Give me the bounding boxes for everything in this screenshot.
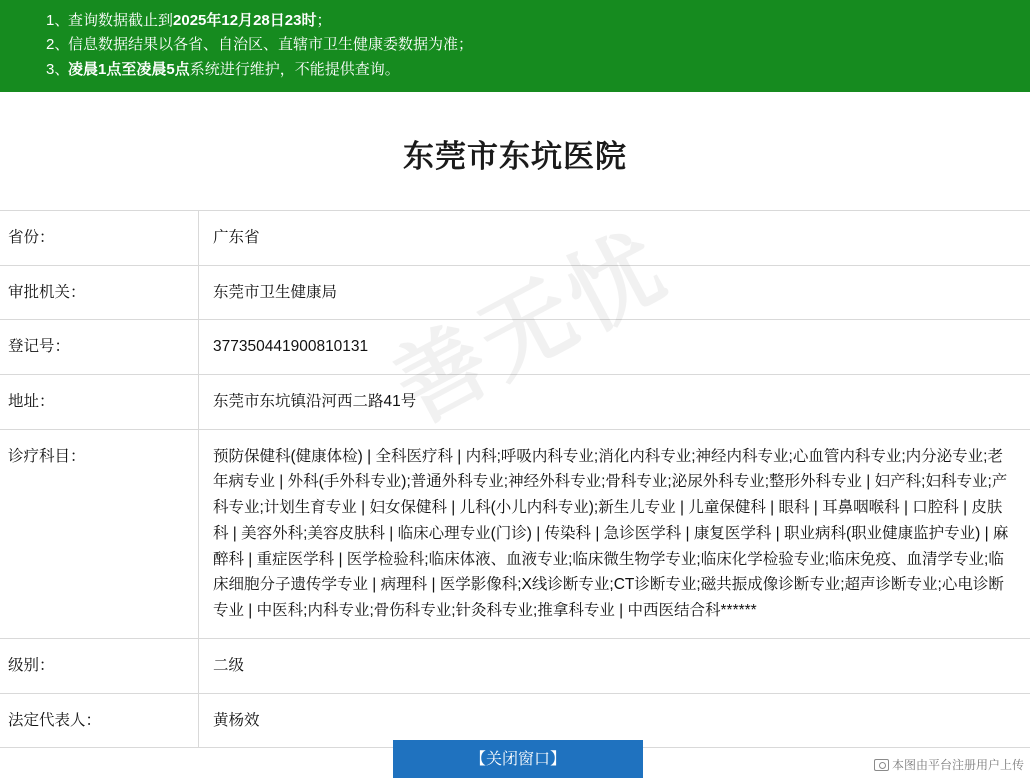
notice-item-number: 2、 — [46, 33, 68, 57]
row-value-subjects: 预防保健科(健康体检) | 全科医疗科 | 内科;呼吸内科专业;消化内科专业;神经内科专业;心血管内科专业;内分泌专业;老年病专业 | 外科(手外科专业);普通外科专业;神经外科专业;骨科专业;泌尿外科专业;整形外科专业 | 妇产科;妇科专业;产科专业;计划生育专业 | 妇女保健科 | 儿科(小儿内科专业);新生儿专业 | 儿童保健科 | 眼科 | 耳鼻咽喉科 | 口腔科 | 皮肤科 | 美容外科;美容皮肤科 | 临床心理专业(门诊) | 传染科 | 急诊医学科 | 康复医学科 | 职业病科(职业健康监护专业) | 麻醉科 | 重症医学科 | 医学检验科;临床体液、血液专业;临床微生物学专业;临床化学检验专业;临床免疫、血清学专业;临床细胞分子遗传学专业 | 病理科 | 医学影像科;X线诊断专业;CT诊断专业;磁共振成像诊断专业;超声诊断专业;心电诊断专业 | 中医科;内科专业;骨伤科专业;针灸科专业;推拿科专业 | 中西医结合科****** — [199, 429, 1030, 638]
row-value-legal-representative: 黄杨效 — [199, 693, 1030, 748]
row-label-address: 地址： — [0, 375, 199, 430]
row-value-province: 广东省 — [199, 210, 1030, 265]
notice-item-number: 3、 — [46, 58, 68, 82]
copyright-text: 本图由平台注册用户上传 — [892, 756, 1024, 773]
row-label-subjects: 诊疗科目： — [0, 429, 199, 638]
row-value-registration-number: 377350441900810131 — [199, 320, 1030, 375]
notice-item-suffix: 系统进行维护，不能提供查询。 — [190, 61, 400, 78]
row-value-address: 东莞市东坑镇沿河西二路41号 — [199, 375, 1030, 430]
camera-icon — [874, 759, 889, 771]
hospital-info-table — [0, 210, 1030, 748]
footer — [0, 734, 1030, 778]
row-label-province: 省份： — [0, 210, 199, 265]
row-label-approval-authority: 审批机关： — [0, 265, 199, 320]
row-value-level: 二级 — [199, 638, 1030, 693]
notice-item — [0, 33, 1030, 57]
table-row — [0, 638, 1030, 693]
row-value-approval-authority: 东莞市卫生健康局 — [199, 265, 1030, 320]
notice-list — [0, 9, 1030, 82]
row-label-legal-representative: 法定代表人： — [0, 693, 199, 748]
row-label-registration-number: 登记号： — [0, 320, 199, 375]
table-row — [0, 375, 1030, 430]
notice-item-suffix: ； — [316, 12, 331, 29]
notice-item — [0, 9, 1030, 33]
notice-item-text: 信息数据结果以各省、自治区、直辖市卫生健康委数据为准； — [68, 36, 473, 53]
close-window-button[interactable]: 【关闭窗口】 — [393, 740, 643, 778]
table-row — [0, 265, 1030, 320]
notice-banner — [0, 0, 1030, 92]
notice-item-bold: 凌晨1点至凌晨5点 — [68, 61, 190, 78]
row-label-level: 级别： — [0, 638, 199, 693]
watermark: 善无忧 — [366, 194, 688, 449]
copyright-notice — [874, 756, 1024, 773]
notice-item-bold: 2025年12月28日23时 — [173, 12, 316, 29]
notice-item-number: 1、 — [46, 9, 68, 33]
table-row — [0, 320, 1030, 375]
notice-item-text: 查询数据截止到 — [68, 12, 173, 29]
page-title: 东莞市东坑医院 — [0, 92, 1030, 210]
table-row — [0, 429, 1030, 638]
table-row — [0, 210, 1030, 265]
notice-item — [0, 58, 1030, 82]
